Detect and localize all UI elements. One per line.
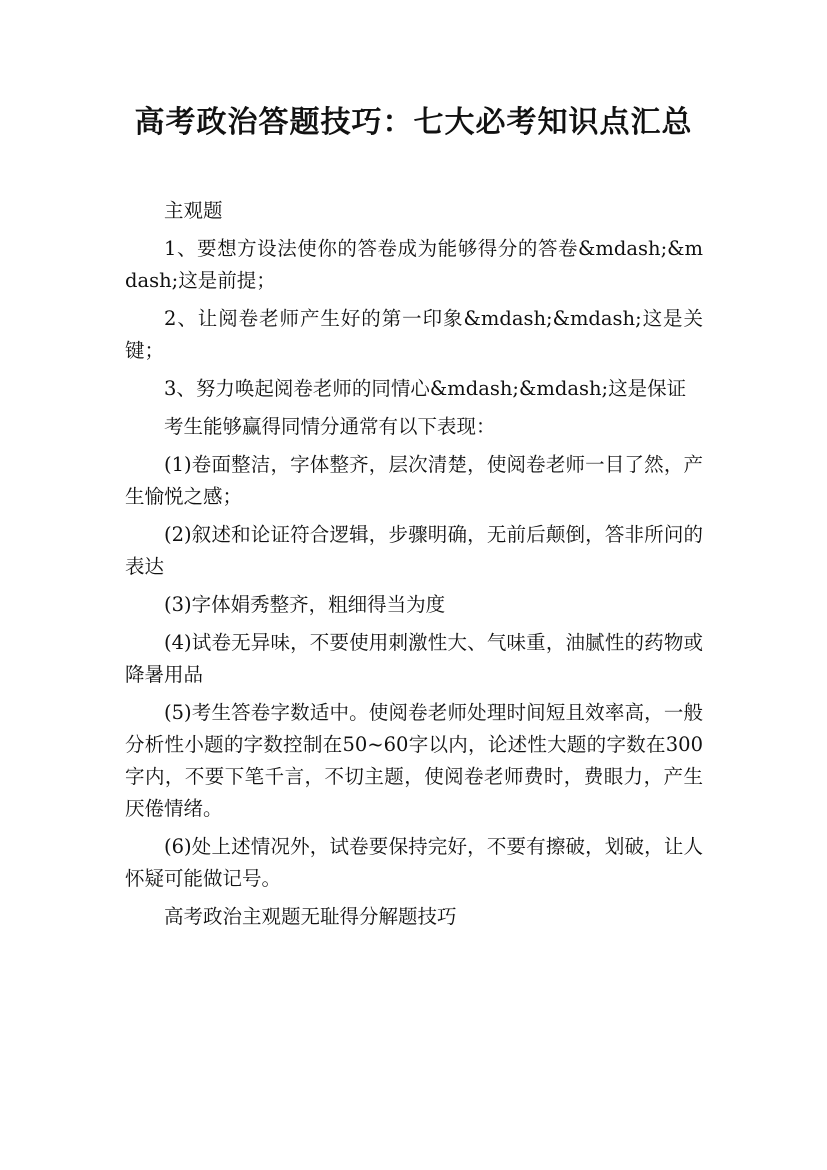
paragraph: 高考政治主观题无耻得分解题技巧	[164, 905, 457, 928]
paragraph: (3)字体娟秀整齐，粗细得当为度	[164, 593, 446, 616]
document-title: 高考政治答题技巧：七大必考知识点汇总	[134, 105, 693, 140]
paragraph: (6)处上述情况外，试卷要保持完好，不要有擦破，划破，让人怀疑可能做记号。	[125, 835, 703, 890]
paragraph: 1、要想方设法使你的答卷成为能够得分的答卷&mdash;&mdash;这是前提；	[125, 237, 703, 292]
paragraph: (2)叙述和论证符合逻辑，步骤明确，无前后颠倒，答非所问的表达	[125, 523, 703, 578]
paragraph-heading: 主观题	[164, 199, 223, 222]
paragraph: 考生能够赢得同情分通常有以下表现：	[164, 415, 496, 438]
paragraph: (4)试卷无异味，不要使用刺激性大、气味重，油腻性的药物或降暑用品	[125, 631, 703, 686]
paragraph: (1)卷面整洁，字体整齐，层次清楚，使阅卷老师一目了然，产生愉悦之感；	[125, 453, 703, 508]
paragraph: 3、努力唤起阅卷老师的同情心&mdash;&mdash;这是保证	[164, 377, 687, 400]
paragraph: 2、让阅卷老师产生好的第一印象&mdash;&mdash;这是关键；	[125, 307, 703, 362]
document-body	[125, 195, 703, 939]
paragraph: (5)考生答卷字数适中。使阅卷老师处理时间短且效率高，一般分析性小题的字数控制在50~60字以内，论述性大题的字数在300字内，不要下笔千言，不切主题，使阅卷老师费时，费眼力，产生厌倦情绪。	[125, 701, 703, 820]
